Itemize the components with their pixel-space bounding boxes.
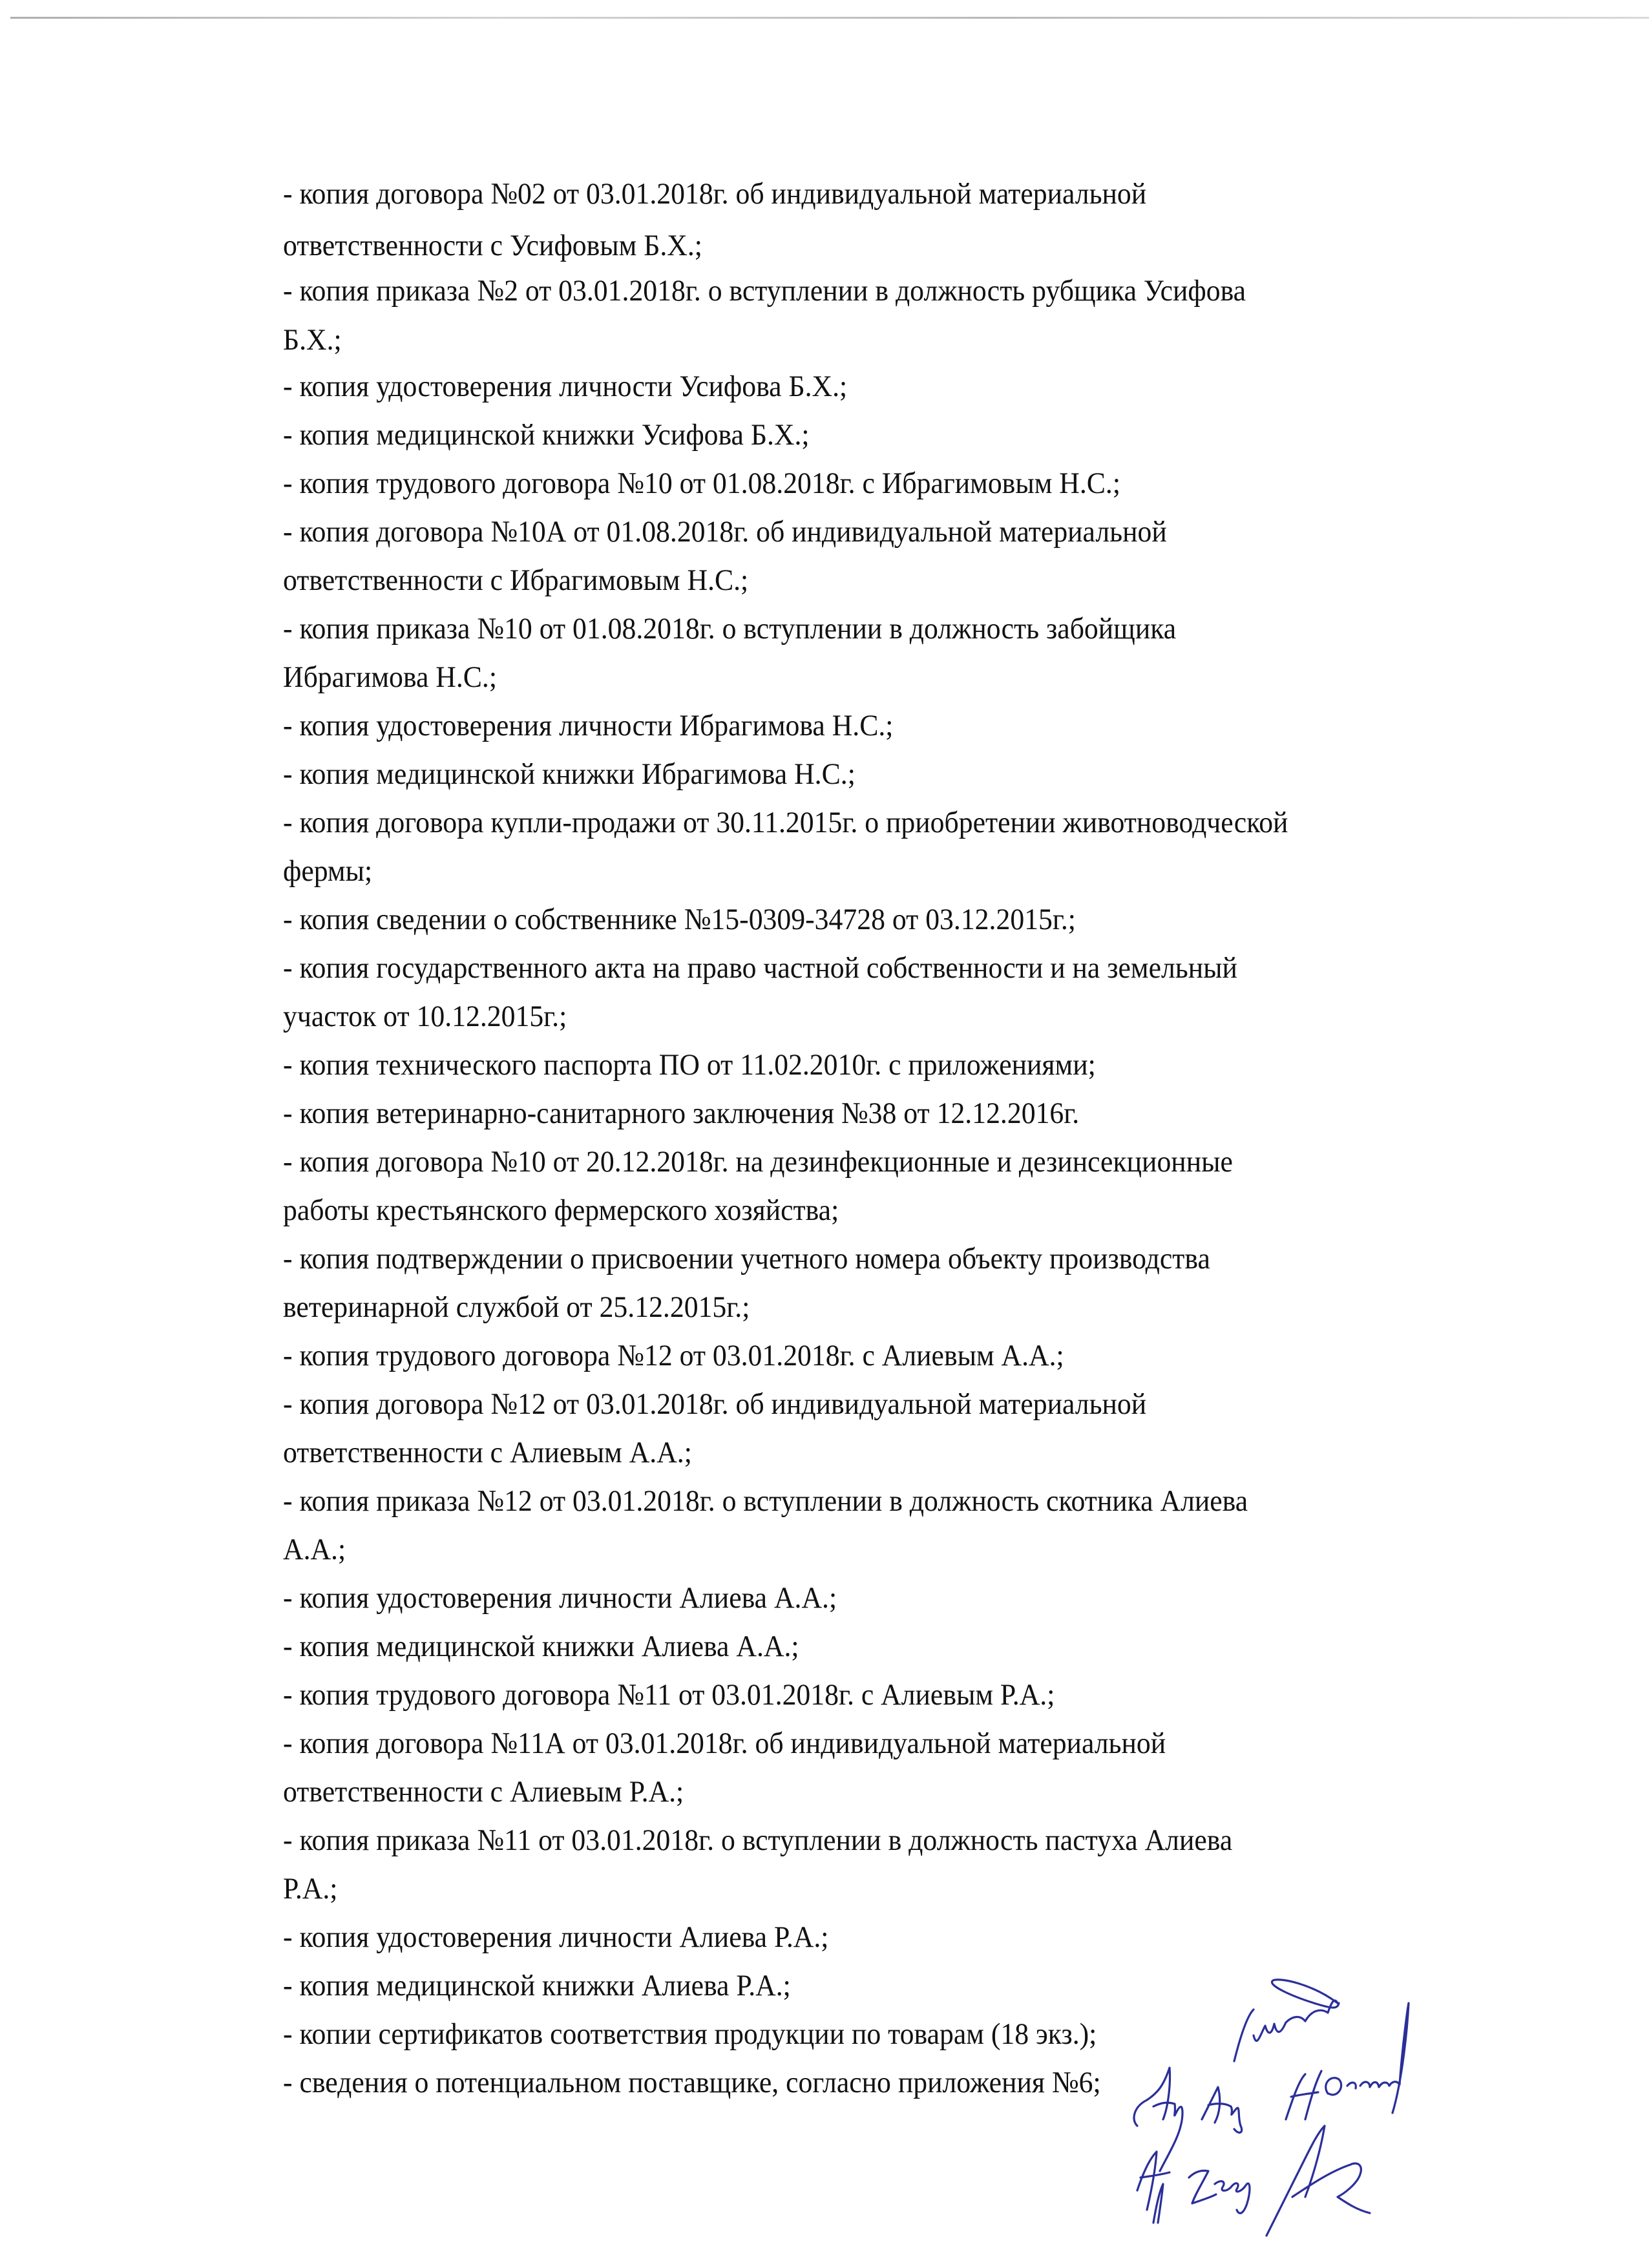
document-line: - копия приказа №12 от 03.01.2018г. о вступлении в должность скотника Алиева <box>283 1484 1248 1518</box>
document-line: Ибрагимова Н.С.; <box>283 660 498 694</box>
document-line: ответственности с Ибрагимовым Н.С.; <box>283 563 749 597</box>
signature-2 <box>1134 2068 1182 2171</box>
document-line: - копия технического паспорта ПО от 11.02.2010г. с приложениями; <box>283 1048 1096 1082</box>
document-line: - копия трудового договора №10 от 01.08.2018г. с Ибрагимовым Н.С.; <box>283 467 1120 500</box>
document-line: - копия сведении о собственнике №15-0309-34728 от 03.12.2015г.; <box>283 903 1076 936</box>
signature-6 <box>1189 2126 1370 2236</box>
document-line: Б.Х.; <box>283 323 342 357</box>
document-line: - копия медицинской книжки Алиева Р.А.; <box>283 1969 791 2002</box>
document-line: - копия удостоверения личности Усифова Б.Х.; <box>283 370 848 403</box>
document-line: - копия подтверждении о присвоении учетного номера объекту производства <box>283 1242 1210 1276</box>
document-line: ответственности с Алиевым А.А.; <box>283 1436 692 1469</box>
document-line: - копия удостоверения личности Ибрагимова Н.С.; <box>283 709 894 742</box>
signature-3 <box>1202 2087 1242 2132</box>
document-line: - копия государственного акта на право частной собственности и на земельный <box>283 951 1237 985</box>
document-line: участок от 10.12.2015г.; <box>283 1000 567 1033</box>
signatures-svg <box>1098 1938 1615 2262</box>
document-line: Р.А.; <box>283 1872 338 1906</box>
document-line: - копия трудового договора №11 от 03.01.2018г. с Алиевым Р.А.; <box>283 1678 1055 1712</box>
document-line: - копия удостоверения личности Алиева А.А.; <box>283 1581 837 1615</box>
document-line: - копия договора №10 от 20.12.2018г. на дезинфекционные и дезинсекционные <box>283 1145 1233 1179</box>
document-line: - сведения о потенциальном поставщике, согласно приложения №6; <box>283 2066 1101 2099</box>
signature-block <box>1098 1938 1615 2262</box>
document-line: работы крестьянского фермерского хозяйства; <box>283 1193 839 1227</box>
document-line: - копия приказа №11 от 03.01.2018г. о вступлении в должность пастуха Алиева <box>283 1823 1233 1857</box>
document-line: ответственности с Усифовым Б.Х.; <box>283 229 702 262</box>
document-line: - копия договора №12 от 03.01.2018г. об индивидуальной материальной <box>283 1387 1147 1421</box>
document-line: фермы; <box>283 854 373 888</box>
document-line: - копия удостоверения личности Алиева Р.А.; <box>283 1920 829 1954</box>
signature-1 <box>1234 1980 1339 2061</box>
document-line: ветеринарной службой от 25.12.2015г.; <box>283 1290 750 1324</box>
document-line: - копия приказа №2 от 03.01.2018г. о вступлении в должность рубщика Усифова <box>283 274 1246 308</box>
document-line: - копия медицинской книжки Усифова Б.Х.; <box>283 418 810 452</box>
document-line: - копия приказа №10 от 01.08.2018г. о вступлении в должность забойщика <box>283 612 1177 646</box>
document-line: - копия трудового договора №12 от 03.01.2018г. с Алиевым А.А.; <box>283 1339 1064 1372</box>
document-line: - копии сертификатов соответствия продукции по товарам (18 экз.); <box>283 2017 1097 2051</box>
document-line: - копия медицинской книжки Ибрагимова Н.С.; <box>283 757 856 791</box>
document-line: - копия медицинской книжки Алиева А.А.; <box>283 1630 799 1663</box>
document-line: - копия договора купли-продажи от 30.11.2015г. о приобретении животноводческой <box>283 806 1288 839</box>
document-line: - копия ветеринарно-санитарного заключения №38 от 12.12.2016г. <box>283 1097 1080 1130</box>
document-line: - копия договора №10А от 01.08.2018г. об индивидуальной материальной <box>283 515 1167 549</box>
document-line: ответственности с Алиевым Р.А.; <box>283 1775 684 1809</box>
document-line: - копия договора №02 от 03.01.2018г. об индивидуальной материальной <box>283 177 1147 211</box>
document-line: А.А.; <box>283 1533 346 1566</box>
document-line: - копия договора №11А от 03.01.2018г. об индивидуальной материальной <box>283 1727 1166 1760</box>
scan-edge-line <box>10 17 1649 19</box>
